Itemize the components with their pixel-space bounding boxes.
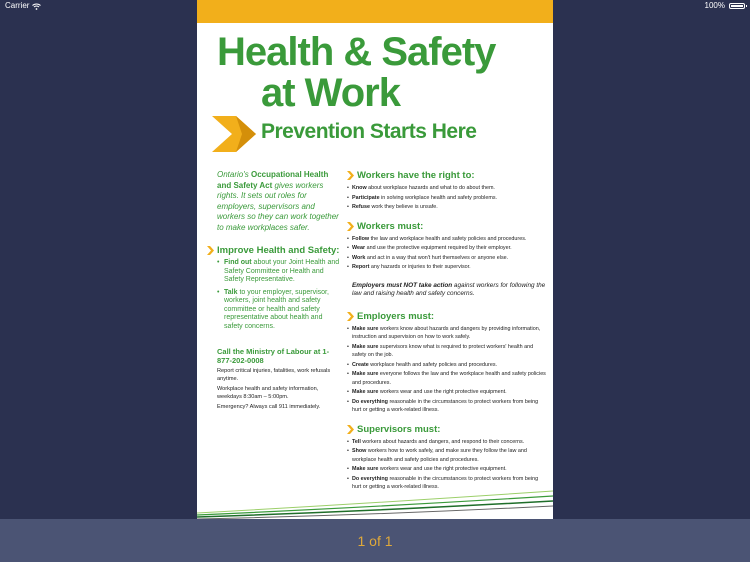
- employers-must-heading-text: Employers must:: [357, 310, 435, 322]
- list-item: • Make sure supervisors know what is required to protect workers' health and safety on the job.: [347, 343, 547, 360]
- intro-act: Occupational Health and Safety Act: [217, 170, 329, 190]
- rights-list: [347, 184, 547, 212]
- battery-icon: [729, 3, 745, 9]
- intro-rest: gives workers rights. It sets out roles for employers, supervisors and workers so they can work together to make workplaces safer.: [217, 180, 339, 232]
- status-right: [705, 0, 745, 12]
- document-title: [217, 32, 495, 114]
- list-item: • Follow the law and workplace health and safety policies and procedures.: [347, 235, 547, 244]
- list-item: • Make sure workers wear and use the right protective equipment.: [347, 465, 547, 474]
- supervisors-must-heading-text: Supervisors must:: [357, 423, 441, 435]
- list-item: • Create workplace health and safety policies and procedures.: [347, 361, 547, 370]
- battery-percent: 100%: [704, 1, 725, 10]
- employer-note: Employers must NOT take action against workers for following the law and raising health and safety concerns.: [352, 281, 546, 297]
- ministry-line-3: Emergency? Always call 911 immediately.: [217, 404, 321, 410]
- workers-must-list: [347, 235, 547, 272]
- improve-list: [217, 259, 343, 331]
- left-column: [217, 170, 343, 412]
- employers-must-heading: [347, 311, 547, 322]
- improve-heading: [207, 245, 343, 256]
- decorative-swoosh: [197, 489, 553, 519]
- title-line-2: at Work: [261, 71, 400, 115]
- list-item: • Refuse work they believe is unsafe.: [347, 203, 547, 212]
- rights-heading: [347, 170, 547, 181]
- ministry-line-2: Workplace health and safety information, weekdays 8:30am – 5:00pm.: [217, 386, 319, 400]
- list-item: • Know about workplace hazards and what to do about them.: [347, 184, 547, 193]
- document-page[interactable]: [197, 0, 553, 519]
- employers-must-list: [347, 325, 547, 415]
- title-line-1: Health & Safety: [217, 30, 496, 74]
- list-item: • Participate in solving workplace health and safety problems.: [347, 194, 547, 203]
- workers-must-heading: [347, 221, 547, 232]
- list-item: • Make sure everyone follows the law and the workplace health and safety policies and procedures.: [347, 370, 547, 387]
- intro-text: [217, 170, 343, 233]
- list-item: • Make sure workers wear and use the right protective equipment.: [347, 388, 547, 397]
- list-item: • Show workers how to work safely, and make sure they follow the law and workplace health and safety policies and procedures.: [347, 447, 547, 464]
- ministry-heading: Call the Ministry of Labour at 1-877-202-0008: [217, 347, 330, 365]
- bottom-toolbar: [0, 519, 750, 562]
- chevron-icon: [347, 425, 354, 434]
- page-indicator[interactable]: 1 of 1: [357, 533, 393, 549]
- supervisors-must-heading: [347, 424, 547, 435]
- workers-must-heading-text: Workers must:: [357, 220, 424, 232]
- rights-heading-text: Workers have the right to:: [357, 170, 475, 181]
- chevron-arrow-icon: [212, 116, 256, 152]
- improve-heading-text: Improve Health and Safety:: [217, 245, 340, 256]
- list-item: • Make sure workers know about hazards and dangers by providing information, instruction and supervision on how to work safely.: [347, 325, 547, 342]
- ministry-line-1: Report critical injuries, fatalities, work refusals anytime.: [217, 368, 331, 382]
- list-item: • Wear and use the protective equipment required by their employer.: [347, 244, 547, 253]
- list-item: • Tell workers about hazards and dangers, and respond to their concerns.: [347, 438, 547, 447]
- intro-prefix: Ontario's: [217, 170, 251, 179]
- carrier-label: Carrier: [5, 1, 30, 10]
- chevron-icon: [347, 171, 354, 180]
- supervisors-must-list: [347, 438, 547, 492]
- chevron-icon: [347, 222, 354, 231]
- list-item: • Do everything reasonable in the circumstances to protect workers from being hurt or getting a work-related illness.: [347, 475, 547, 492]
- list-item: • Report any hazards or injuries to their supervisor.: [347, 263, 547, 272]
- list-item: • Talk to your employer, supervisor, workers, joint health and safety committee or health and safety representative about health and safety concerns.: [217, 289, 343, 332]
- list-item: • Do everything reasonable in the circumstances to protect workers from being hurt or getting a work-related illness.: [347, 398, 547, 415]
- right-column: [347, 170, 547, 493]
- list-item: • Work and act in a way that won't hurt themselves or anyone else.: [347, 254, 547, 263]
- chevron-icon: [347, 312, 354, 321]
- list-item: • Find out about your Joint Health and Safety Committee or Health and Safety Representative.: [217, 259, 343, 285]
- chevron-icon: [207, 246, 214, 255]
- document-top-band: [197, 0, 553, 23]
- document-subtitle: Prevention Starts Here: [261, 120, 477, 143]
